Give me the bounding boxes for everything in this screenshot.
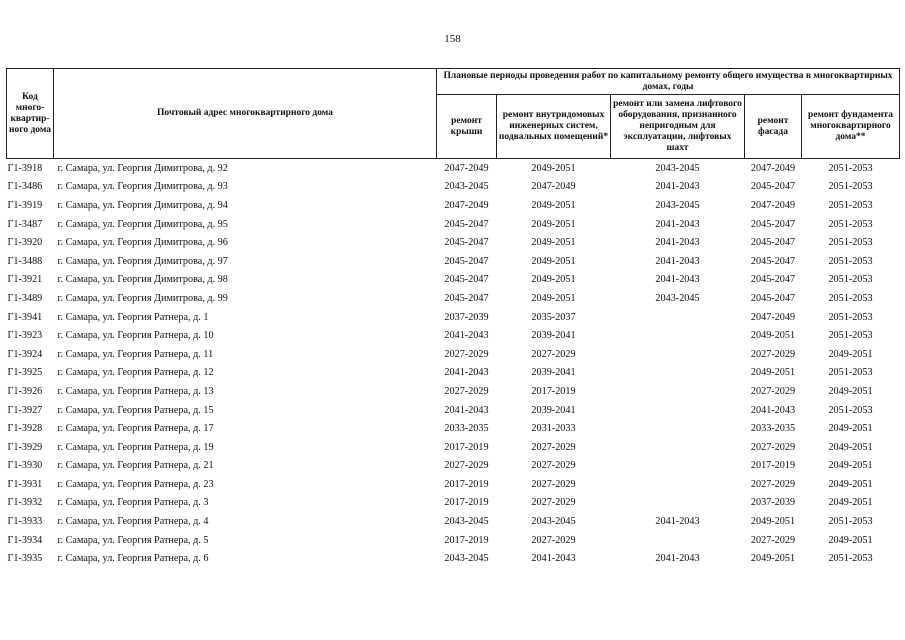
- table-row: [7, 215, 900, 234]
- table-row: [7, 159, 900, 178]
- table-row: [7, 419, 900, 438]
- cell-code: Г1-3489: [7, 292, 43, 304]
- table-row: [7, 438, 900, 457]
- table-row: [7, 326, 900, 345]
- cell-address: г. Самара, ул. Георгия Ратнера, д. 5: [57, 534, 209, 546]
- cell-facade: 2027-2029: [750, 385, 796, 397]
- cell-roof: 2041-2043: [444, 404, 489, 416]
- header-foundation: ремонт фундамента многоквартирного дома**: [802, 95, 900, 159]
- cell-facade: 2047-2049: [750, 199, 796, 211]
- cell-address: г. Самара, ул. Георгия Димитрова, д. 95: [57, 218, 228, 230]
- table-row: [7, 475, 900, 494]
- cell-systems: 2027-2029: [531, 460, 576, 472]
- cell-code: Г1-3486: [7, 181, 43, 193]
- table-row: [7, 196, 900, 215]
- cell-systems: 2039-2041: [531, 367, 576, 379]
- cell-systems: 2039-2041: [531, 404, 576, 416]
- cell-foundation: 2049-2051: [828, 348, 873, 360]
- cell-code: Г1-3929: [7, 441, 43, 453]
- table-row: [7, 233, 900, 252]
- cell-roof: 2045-2047: [444, 255, 489, 267]
- cell-systems: 2049-2051: [531, 237, 576, 249]
- cell-systems: 2049-2051: [531, 199, 576, 211]
- cell-code: Г1-3934: [7, 534, 43, 546]
- cell-facade: 2047-2049: [750, 311, 796, 323]
- cell-foundation: 2051-2053: [828, 181, 873, 193]
- cell-facade: 2047-2049: [750, 162, 796, 174]
- cell-foundation: 2049-2051: [828, 534, 873, 546]
- cell-elevator: 2041-2043: [655, 274, 700, 286]
- cell-foundation: 2051-2053: [828, 311, 873, 323]
- cell-code: Г1-3920: [7, 237, 43, 249]
- cell-roof: 2043-2045: [444, 516, 489, 528]
- cell-elevator: [611, 531, 745, 550]
- cell-foundation: 2051-2053: [828, 199, 873, 211]
- cell-elevator: [611, 475, 745, 494]
- table-row: [7, 457, 900, 476]
- cell-systems: 2039-2041: [531, 330, 576, 342]
- cell-roof: 2045-2047: [444, 237, 489, 249]
- cell-roof: 2045-2047: [444, 274, 489, 286]
- cell-foundation: 2051-2053: [828, 330, 873, 342]
- cell-roof: 2027-2029: [444, 460, 489, 472]
- cell-systems: 2049-2051: [531, 218, 576, 230]
- cell-facade: 2027-2029: [750, 348, 796, 360]
- cell-address: г. Самара, ул. Георгия Ратнера, д. 17: [57, 423, 214, 435]
- cell-roof: 2027-2029: [444, 348, 489, 360]
- cell-facade: 2045-2047: [750, 181, 796, 193]
- cell-code: Г1-3927: [7, 404, 43, 416]
- cell-foundation: 2049-2051: [828, 385, 873, 397]
- header-roof: ремонт крыши: [437, 95, 497, 159]
- cell-facade: 2041-2043: [750, 404, 796, 416]
- cell-elevator: [611, 382, 745, 401]
- cell-systems: 2049-2051: [531, 162, 576, 174]
- cell-facade: 2049-2051: [750, 330, 796, 342]
- header-facade: ремонт фасада: [745, 95, 802, 159]
- cell-elevator: [611, 494, 745, 513]
- cell-elevator: 2041-2043: [655, 237, 700, 249]
- cell-facade: 2027-2029: [750, 478, 796, 490]
- cell-foundation: 2051-2053: [828, 162, 873, 174]
- cell-roof: 2033-2035: [444, 423, 489, 435]
- cell-code: Г1-3928: [7, 423, 43, 435]
- cell-systems: 2047-2049: [531, 181, 576, 193]
- cell-elevator: [611, 308, 745, 327]
- cell-roof: 2017-2019: [444, 497, 489, 509]
- cell-roof: 2043-2045: [444, 181, 489, 193]
- cell-systems: 2027-2029: [531, 534, 576, 546]
- cell-address: г. Самара, ул. Георгия Димитрова, д. 92: [57, 162, 228, 174]
- cell-address: г. Самара, ул. Георгия Ратнера, д. 13: [57, 385, 214, 397]
- cell-elevator: 2041-2043: [655, 516, 700, 528]
- cell-address: г. Самара, ул. Георгия Ратнера, д. 3: [57, 497, 209, 509]
- table-row: [7, 401, 900, 420]
- cell-systems: 2027-2029: [531, 478, 576, 490]
- cell-systems: 2035-2037: [531, 311, 576, 323]
- cell-roof: 2017-2019: [444, 441, 489, 453]
- cell-foundation: 2049-2051: [828, 441, 873, 453]
- cell-code: Г1-3930: [7, 460, 43, 472]
- cell-code: Г1-3918: [7, 162, 43, 174]
- cell-roof: 2047-2049: [444, 162, 489, 174]
- cell-code: Г1-3921: [7, 274, 43, 286]
- cell-facade: 2045-2047: [750, 218, 796, 230]
- cell-address: г. Самара, ул. Георгия Димитрова, д. 97: [57, 255, 228, 267]
- cell-facade: 2049-2051: [750, 553, 796, 565]
- cell-elevator: 2041-2043: [655, 255, 700, 267]
- cell-elevator: 2041-2043: [655, 218, 700, 230]
- cell-code: Г1-3931: [7, 478, 43, 490]
- cell-address: г. Самара, ул. Георгия Димитрова, д. 94: [57, 199, 228, 211]
- cell-code: Г1-3933: [7, 516, 43, 528]
- table-row: [7, 512, 900, 531]
- cell-foundation: 2051-2053: [828, 367, 873, 379]
- cell-address: г. Самара, ул. Георгия Ратнера, д. 23: [57, 478, 214, 490]
- cell-roof: 2043-2045: [444, 553, 489, 565]
- cell-systems: 2043-2045: [531, 516, 576, 528]
- cell-address: г. Самара, ул. Георгия Ратнера, д. 12: [57, 367, 214, 379]
- cell-elevator: [611, 419, 745, 438]
- table-row: [7, 549, 900, 568]
- cell-foundation: 2051-2053: [828, 255, 873, 267]
- cell-code: Г1-3919: [7, 199, 43, 211]
- header-systems: ремонт внутридомовых инженерных систем, подвальных помещений*: [497, 95, 611, 159]
- cell-address: г. Самара, ул. Георгия Ратнера, д. 11: [57, 348, 214, 360]
- cell-elevator: 2041-2043: [655, 553, 700, 565]
- cell-roof: 2027-2029: [444, 385, 489, 397]
- table-body: [7, 159, 900, 569]
- cell-code: Г1-3926: [7, 385, 43, 397]
- cell-facade: 2045-2047: [750, 274, 796, 286]
- cell-foundation: 2051-2053: [828, 218, 873, 230]
- table-row: [7, 382, 900, 401]
- cell-elevator: 2043-2045: [655, 292, 700, 304]
- table-row: [7, 271, 900, 290]
- cell-facade: 2049-2051: [750, 516, 796, 528]
- table-row: [7, 494, 900, 513]
- cell-foundation: 2051-2053: [828, 404, 873, 416]
- cell-roof: 2017-2019: [444, 478, 489, 490]
- cell-elevator: [611, 401, 745, 420]
- cell-systems: 2017-2019: [531, 385, 576, 397]
- cell-elevator: 2043-2045: [655, 162, 700, 174]
- capital-repair-table: [6, 68, 900, 568]
- cell-address: г. Самара, ул. Георгия Димитрова, д. 96: [57, 237, 228, 249]
- table-row: [7, 252, 900, 271]
- cell-elevator: 2043-2045: [655, 199, 700, 211]
- header-address: Почтовый адрес многоквартирного дома: [54, 69, 437, 159]
- header-code: Код много-квартир-ного дома: [7, 69, 54, 159]
- cell-foundation: 2051-2053: [828, 516, 873, 528]
- cell-address: г. Самара, ул. Георгия Димитрова, д. 98: [57, 274, 228, 286]
- cell-systems: 2049-2051: [531, 274, 576, 286]
- cell-address: г. Самара, ул. Георгия Ратнера, д. 10: [57, 330, 214, 342]
- table-row: [7, 531, 900, 550]
- header-periods: Плановые периоды проведения работ по капитальному ремонту общего имущества в многоквартирных домах, годы: [437, 69, 900, 95]
- cell-foundation: 2049-2051: [828, 423, 873, 435]
- table-row: [7, 178, 900, 197]
- cell-systems: 2049-2051: [531, 255, 576, 267]
- cell-systems: 2031-2033: [531, 423, 576, 435]
- cell-roof: 2045-2047: [444, 292, 489, 304]
- cell-elevator: [611, 457, 745, 476]
- table-row: [7, 308, 900, 327]
- cell-foundation: 2051-2053: [828, 292, 873, 304]
- cell-roof: 2041-2043: [444, 330, 489, 342]
- cell-code: Г1-3923: [7, 330, 43, 342]
- cell-roof: 2045-2047: [444, 218, 489, 230]
- cell-facade: 2045-2047: [750, 292, 796, 304]
- cell-address: г. Самара, ул. Георгия Ратнера, д. 19: [57, 441, 214, 453]
- cell-address: г. Самара, ул. Георгия Ратнера, д. 15: [57, 404, 214, 416]
- table-row: [7, 345, 900, 364]
- cell-roof: 2047-2049: [444, 199, 489, 211]
- cell-elevator: [611, 326, 745, 345]
- cell-foundation: 2049-2051: [828, 497, 873, 509]
- cell-systems: 2027-2029: [531, 441, 576, 453]
- cell-facade: 2027-2029: [750, 441, 796, 453]
- cell-address: г. Самара, ул. Георгия Димитрова, д. 93: [57, 181, 228, 193]
- cell-systems: 2049-2051: [531, 292, 576, 304]
- table-row: [7, 289, 900, 308]
- cell-code: Г1-3924: [7, 348, 43, 360]
- cell-roof: 2017-2019: [444, 534, 489, 546]
- cell-code: Г1-3925: [7, 367, 43, 379]
- cell-address: г. Самара, ул. Георгия Димитрова, д. 99: [57, 292, 228, 304]
- cell-foundation: 2051-2053: [828, 237, 873, 249]
- cell-address: г. Самара, ул. Георгия Ратнера, д. 21: [57, 460, 214, 472]
- cell-address: г. Самара, ул. Георгия Ратнера, д. 4: [57, 516, 209, 528]
- cell-facade: 2017-2019: [750, 460, 796, 472]
- cell-facade: 2045-2047: [750, 237, 796, 249]
- cell-foundation: 2049-2051: [828, 460, 873, 472]
- cell-elevator: [611, 438, 745, 457]
- cell-code: Г1-3487: [7, 218, 43, 230]
- cell-facade: 2037-2039: [750, 497, 796, 509]
- cell-roof: 2037-2039: [444, 311, 489, 323]
- header-elevator: ремонт или замена лифтового оборудования, признанного непригодным для эксплуатации, лифтовых шахт: [611, 95, 745, 159]
- cell-address: г. Самара, ул. Георгия Ратнера, д. 6: [57, 553, 209, 565]
- cell-foundation: 2049-2051: [828, 478, 873, 490]
- cell-code: Г1-3488: [7, 255, 43, 267]
- table-row: [7, 364, 900, 383]
- cell-roof: 2041-2043: [444, 367, 489, 379]
- cell-facade: 2027-2029: [750, 534, 796, 546]
- cell-code: Г1-3935: [7, 553, 43, 565]
- cell-systems: 2041-2043: [531, 553, 576, 565]
- cell-facade: 2033-2035: [750, 423, 796, 435]
- cell-facade: 2045-2047: [750, 255, 796, 267]
- cell-address: г. Самара, ул. Георгия Ратнера, д. 1: [57, 311, 209, 323]
- cell-foundation: 2051-2053: [828, 274, 873, 286]
- page-number: 158: [444, 33, 461, 45]
- cell-code: Г1-3932: [7, 497, 43, 509]
- cell-foundation: 2051-2053: [828, 553, 873, 565]
- cell-systems: 2027-2029: [531, 497, 576, 509]
- cell-facade: 2049-2051: [750, 367, 796, 379]
- cell-elevator: 2041-2043: [655, 181, 700, 193]
- cell-elevator: [611, 345, 745, 364]
- cell-code: Г1-3941: [7, 311, 43, 323]
- cell-elevator: [611, 364, 745, 383]
- cell-systems: 2027-2029: [531, 348, 576, 360]
